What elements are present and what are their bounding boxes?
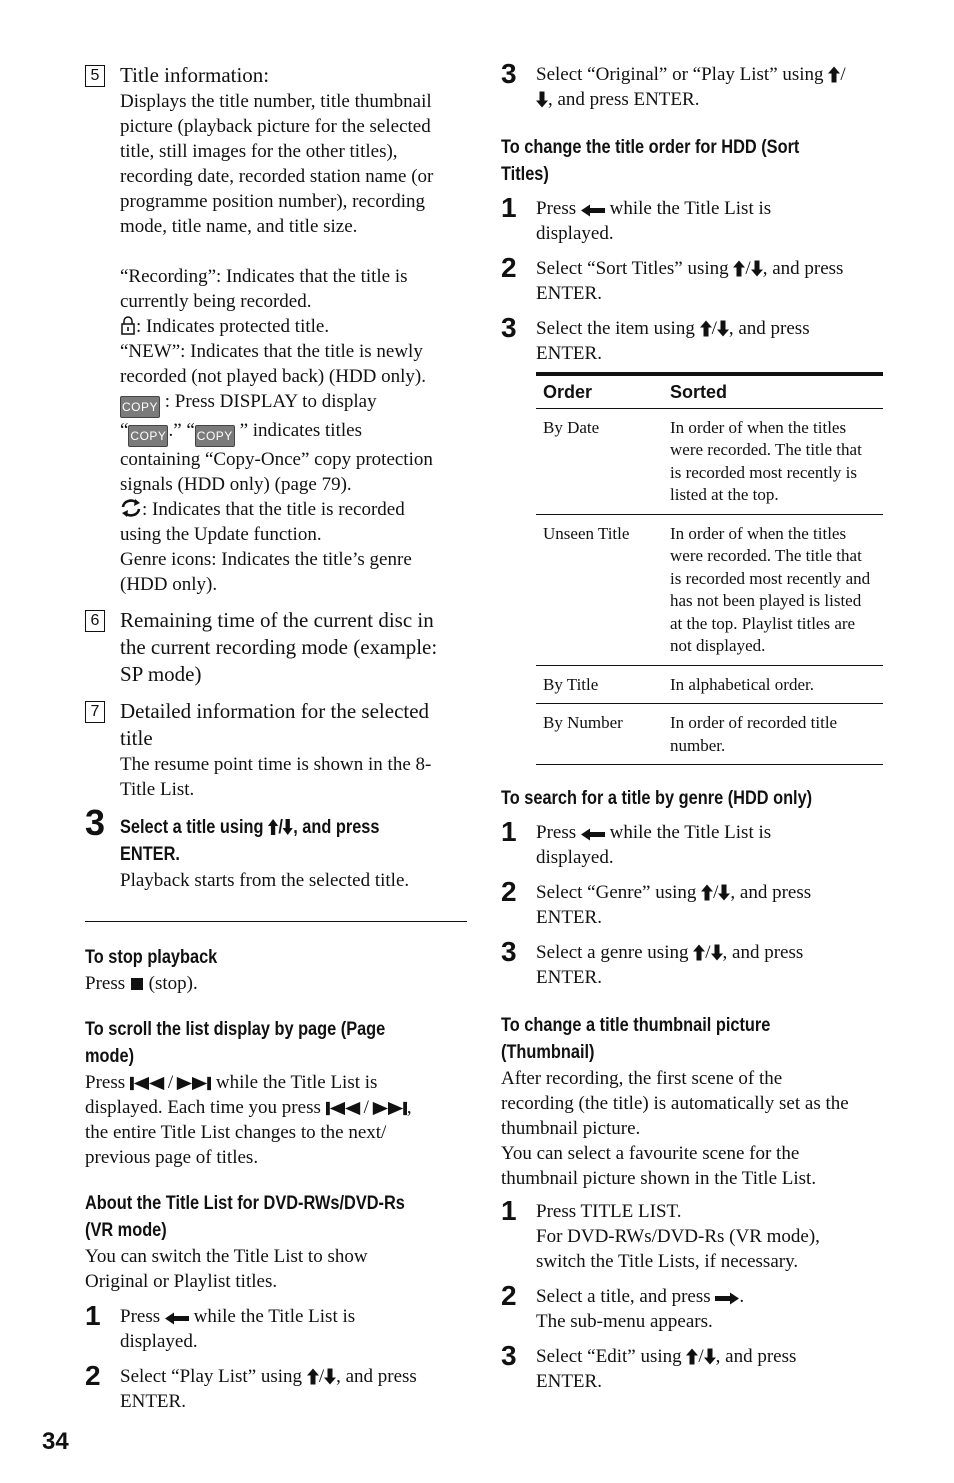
step-3-select-title xyxy=(85,802,467,893)
step-number: 2 xyxy=(501,876,517,907)
left-arrow-icon xyxy=(581,204,605,217)
table-row xyxy=(536,665,883,704)
update-note: using the Update function. xyxy=(120,524,322,545)
text: displayed. xyxy=(536,847,614,868)
step-number: 3 xyxy=(501,312,517,343)
order-cell: By Title xyxy=(536,665,663,704)
heading-text: , and press xyxy=(293,817,380,838)
order-cell: Unseen Title xyxy=(536,514,663,665)
stop-playback-heading: To stop playback xyxy=(85,947,218,968)
genre-note: (HDD only). xyxy=(120,574,218,595)
step-number: 1 xyxy=(501,816,517,847)
text: Select a title, and press xyxy=(536,1286,716,1307)
genre-step-1 xyxy=(501,816,884,870)
page-mode-text: displayed. Each time you press / , xyxy=(85,1097,412,1118)
step-number: 3 xyxy=(501,936,517,967)
stop-playback-text xyxy=(85,971,467,996)
step-number: 1 xyxy=(501,1195,517,1226)
text: Select “Sort Titles” using xyxy=(536,258,734,279)
text: (stop). xyxy=(143,973,198,994)
item-5-desc-line: recording date, recorded station name (or xyxy=(120,166,434,187)
step-3-heading: Select a title using / , and press xyxy=(120,817,380,838)
down-arrow-icon xyxy=(717,320,729,337)
item-7-heading: title xyxy=(120,726,153,750)
item-5-desc-line: Displays the title number, title thumbnail xyxy=(120,91,432,112)
sorted-cell: In alphabetical order. xyxy=(663,665,883,704)
thumbnail-text: thumbnail picture. xyxy=(501,1118,641,1139)
text: ENTER. xyxy=(536,283,602,304)
item-6-text: Remaining time of the current disc in xyxy=(120,608,434,632)
item-5-title-information xyxy=(85,62,467,597)
text: while the Title List is xyxy=(604,822,772,843)
sort-titles-heading: To change the title order for HDD (Sort xyxy=(501,137,800,158)
previous-icon xyxy=(326,1101,364,1116)
thumbnail-heading: To change a title thumbnail picture xyxy=(501,1015,771,1036)
update-icon xyxy=(120,498,142,518)
text: Press TITLE LIST. xyxy=(536,1201,682,1222)
new-note: “NEW”: Indicates that the title is newly xyxy=(120,341,423,362)
item-7-heading: Detailed information for the selected xyxy=(120,699,430,723)
sort-order-table xyxy=(536,372,883,765)
thumbnail-step-3: 3 Select “Edit” using / , and press ENTER. xyxy=(501,1344,884,1394)
text: Press xyxy=(536,822,581,843)
down-arrow-icon xyxy=(283,818,293,836)
text: , and press xyxy=(728,318,810,339)
update-note xyxy=(120,497,467,522)
item-5-desc-line: title, still images for the other titles), xyxy=(120,141,398,162)
quote-text: .” “ xyxy=(168,420,195,441)
down-arrow-icon xyxy=(704,1348,716,1365)
about-step-1 xyxy=(85,1300,467,1354)
text: ENTER. xyxy=(536,967,602,988)
up-arrow-icon xyxy=(733,260,745,277)
down-arrow-icon xyxy=(718,884,730,901)
left-arrow-icon xyxy=(165,1312,189,1325)
text: Press xyxy=(536,198,581,219)
thumbnail-heading: (Thumbnail) xyxy=(501,1042,595,1063)
page-mode-text: previous page of titles. xyxy=(85,1147,259,1168)
sort-step-3: 3 Select the item using / , and press ENTER. xyxy=(501,316,884,366)
item-6-text: SP mode) xyxy=(120,662,202,686)
down-arrow-icon xyxy=(536,91,548,108)
item-5-desc-line: mode, title name, and title size. xyxy=(120,216,358,237)
protected-note-text: : Indicates protected title. xyxy=(136,316,330,337)
step-number: 1 xyxy=(85,1300,101,1331)
next-icon xyxy=(173,1076,211,1091)
text: while the Title List is xyxy=(188,1306,356,1327)
original-playlist-step-3: 3 Select “Original” or “Play List” using / , and press ENTER. xyxy=(501,58,846,110)
step-number: 2 xyxy=(501,1280,517,1311)
table-row xyxy=(536,704,883,765)
up-arrow-icon xyxy=(686,1348,698,1365)
recording-note: “Recording”: Indicates that the title is xyxy=(120,266,408,287)
thumbnail-text: thumbnail picture shown in the Title List. xyxy=(501,1168,817,1189)
thumbnail-step-1 xyxy=(501,1195,884,1274)
text: Select the item using xyxy=(536,318,700,339)
heading-text: Select a title using xyxy=(120,817,269,838)
about-title-list-text: You can switch the Title List to show xyxy=(85,1246,368,1267)
new-note: recorded (not played back) (HDD only). xyxy=(120,366,426,387)
copy-note: containing “Copy-Once” copy protection xyxy=(120,449,433,470)
protected-note xyxy=(120,314,467,339)
sort-step-2: 2 Select “Sort Titles” using / , and press ENTER. xyxy=(501,256,884,306)
up-arrow-icon xyxy=(268,818,278,836)
step-number: 3 xyxy=(85,802,106,843)
text: , and press xyxy=(715,1346,797,1367)
text: Select “Edit” using xyxy=(536,1346,687,1367)
table-row xyxy=(536,408,883,514)
table-row xyxy=(536,514,883,665)
text: Select “Play List” using xyxy=(120,1366,307,1387)
item-6-text: the current recording mode (example: xyxy=(120,635,438,659)
thumbnail-text: You can select a favourite scene for the xyxy=(501,1143,800,1164)
left-column xyxy=(85,62,467,1414)
text: Press xyxy=(85,973,130,994)
text: , xyxy=(406,1097,412,1118)
step-number: 3 xyxy=(501,58,517,89)
thumbnail-text: recording (the title) is automatically set as the xyxy=(501,1093,849,1114)
text: . xyxy=(739,1286,745,1307)
item-6-remaining-time xyxy=(85,607,467,688)
page-mode-text: the entire Title List changes to the next/ xyxy=(85,1122,387,1143)
sorted-cell: In order of when the titles were recorded. The title that is recorded most recently and has not been played is listed at the top. Playlist titles are not displayed. xyxy=(663,514,883,665)
text: displayed. Each time you press xyxy=(85,1097,326,1118)
sorted-cell: In order of when the titles were recorded. The title that is recorded most recently is listed at the top. xyxy=(663,408,883,514)
right-column xyxy=(501,58,884,1394)
copy-note xyxy=(120,389,467,418)
step-number: 1 xyxy=(501,192,517,223)
text: while the Title List is xyxy=(604,198,772,219)
text: switch the Title Lists, if necessary. xyxy=(536,1251,799,1272)
item-number-7: 7 xyxy=(85,701,105,723)
text: , and press xyxy=(730,882,812,903)
genre-search-heading: To search for a title by genre (HDD only) xyxy=(501,788,813,809)
text: displayed. xyxy=(120,1331,198,1352)
text: ENTER. xyxy=(536,343,602,364)
text: , and press ENTER. xyxy=(548,89,700,110)
up-arrow-icon xyxy=(307,1368,319,1385)
text: , and press xyxy=(336,1366,417,1387)
text: Press xyxy=(120,1306,165,1327)
up-arrow-icon xyxy=(701,884,713,901)
column-header-order: Order xyxy=(536,374,663,408)
copy-icon: COPY xyxy=(120,396,160,418)
recording-note: currently being recorded. xyxy=(120,291,312,312)
next-icon xyxy=(369,1101,407,1116)
item-7-desc: The resume point time is shown in the 8- xyxy=(120,754,432,775)
about-step-2: 2 Select “Play List” using / , and press ENTER. xyxy=(85,1364,467,1414)
thumbnail-step-2 xyxy=(501,1280,884,1334)
text: displayed. xyxy=(536,223,614,244)
up-arrow-icon xyxy=(700,320,712,337)
text: while the Title List is xyxy=(211,1072,378,1093)
stop-icon xyxy=(130,976,144,992)
page-number: 34 xyxy=(42,1428,69,1455)
divider xyxy=(85,921,467,922)
sorted-cell: In order of recorded title number. xyxy=(663,704,883,765)
right-arrow-icon xyxy=(715,1292,739,1305)
item-7-desc: Title List. xyxy=(120,779,195,800)
copy-note xyxy=(120,418,467,447)
step-number: 2 xyxy=(85,1360,101,1391)
down-arrow-icon xyxy=(324,1368,336,1385)
text: ENTER. xyxy=(120,1391,186,1412)
up-arrow-icon xyxy=(693,944,705,961)
item-number-5: 5 xyxy=(85,65,105,87)
page-mode-text: Press / while the Title List is xyxy=(85,1072,378,1093)
item-number-6: 6 xyxy=(85,610,105,632)
step-number: 2 xyxy=(501,252,517,283)
item-5-desc-line: programme position number), recording xyxy=(120,191,425,212)
text: Select “Genre” using xyxy=(536,882,702,903)
thumbnail-text: After recording, the first scene of the xyxy=(501,1068,783,1089)
text: Press xyxy=(85,1072,130,1093)
text: Select “Original” or “Play List” using xyxy=(536,64,829,85)
page-mode-heading: mode) xyxy=(85,1046,135,1067)
step-number: 3 xyxy=(501,1340,517,1371)
step-3-desc: Playback starts from the selected title. xyxy=(120,870,410,891)
previous-icon xyxy=(130,1076,168,1091)
sort-titles-heading: Titles) xyxy=(501,164,549,185)
column-header-sorted: Sorted xyxy=(663,374,883,408)
copy-note: signals (HDD only) (page 79). xyxy=(120,474,352,495)
about-title-list-heading: (VR mode) xyxy=(85,1220,167,1241)
text: Select a genre using xyxy=(536,942,694,963)
step-3-heading: ENTER. xyxy=(120,844,180,865)
text: ENTER. xyxy=(536,907,602,928)
sort-step-1 xyxy=(501,192,884,246)
text: ENTER. xyxy=(536,1371,602,1392)
text: , and press xyxy=(762,258,844,279)
item-7-detailed-info xyxy=(85,698,467,802)
left-arrow-icon xyxy=(581,828,605,841)
genre-step-3: 3 Select a genre using / , and press ENTER. xyxy=(501,940,884,990)
lock-icon xyxy=(120,315,136,335)
genre-step-2: 2 Select “Genre” using / , and press ENTER. xyxy=(501,880,884,930)
copy-note-text: ” indicates titles xyxy=(234,420,362,441)
quote-text: “ xyxy=(120,420,129,441)
about-title-list-text: Original or Playlist titles. xyxy=(85,1271,278,1292)
text: The sub-menu appears. xyxy=(536,1311,713,1332)
up-arrow-icon xyxy=(828,66,840,83)
down-arrow-icon xyxy=(751,260,763,277)
text: , and press xyxy=(722,942,804,963)
copy-icon: COPY xyxy=(128,425,168,447)
order-cell: By Number xyxy=(536,704,663,765)
item-5-heading: Title information: xyxy=(120,63,270,87)
copy-note-text: : Press DISPLAY to display xyxy=(160,391,377,412)
about-title-list-heading: About the Title List for DVD-RWs/DVD-Rs xyxy=(85,1193,405,1214)
copy-icon: COPY xyxy=(195,425,235,447)
page-mode-heading: To scroll the list display by page (Page xyxy=(85,1019,386,1040)
genre-note: Genre icons: Indicates the title’s genre xyxy=(120,549,412,570)
order-cell: By Date xyxy=(536,408,663,514)
update-note-text: : Indicates that the title is recorded xyxy=(142,499,405,520)
table-header-row xyxy=(536,374,883,408)
down-arrow-icon xyxy=(711,944,723,961)
text: For DVD-RWs/DVD-Rs (VR mode), xyxy=(536,1226,820,1247)
item-5-desc-line: picture (playback picture for the selected xyxy=(120,116,431,137)
